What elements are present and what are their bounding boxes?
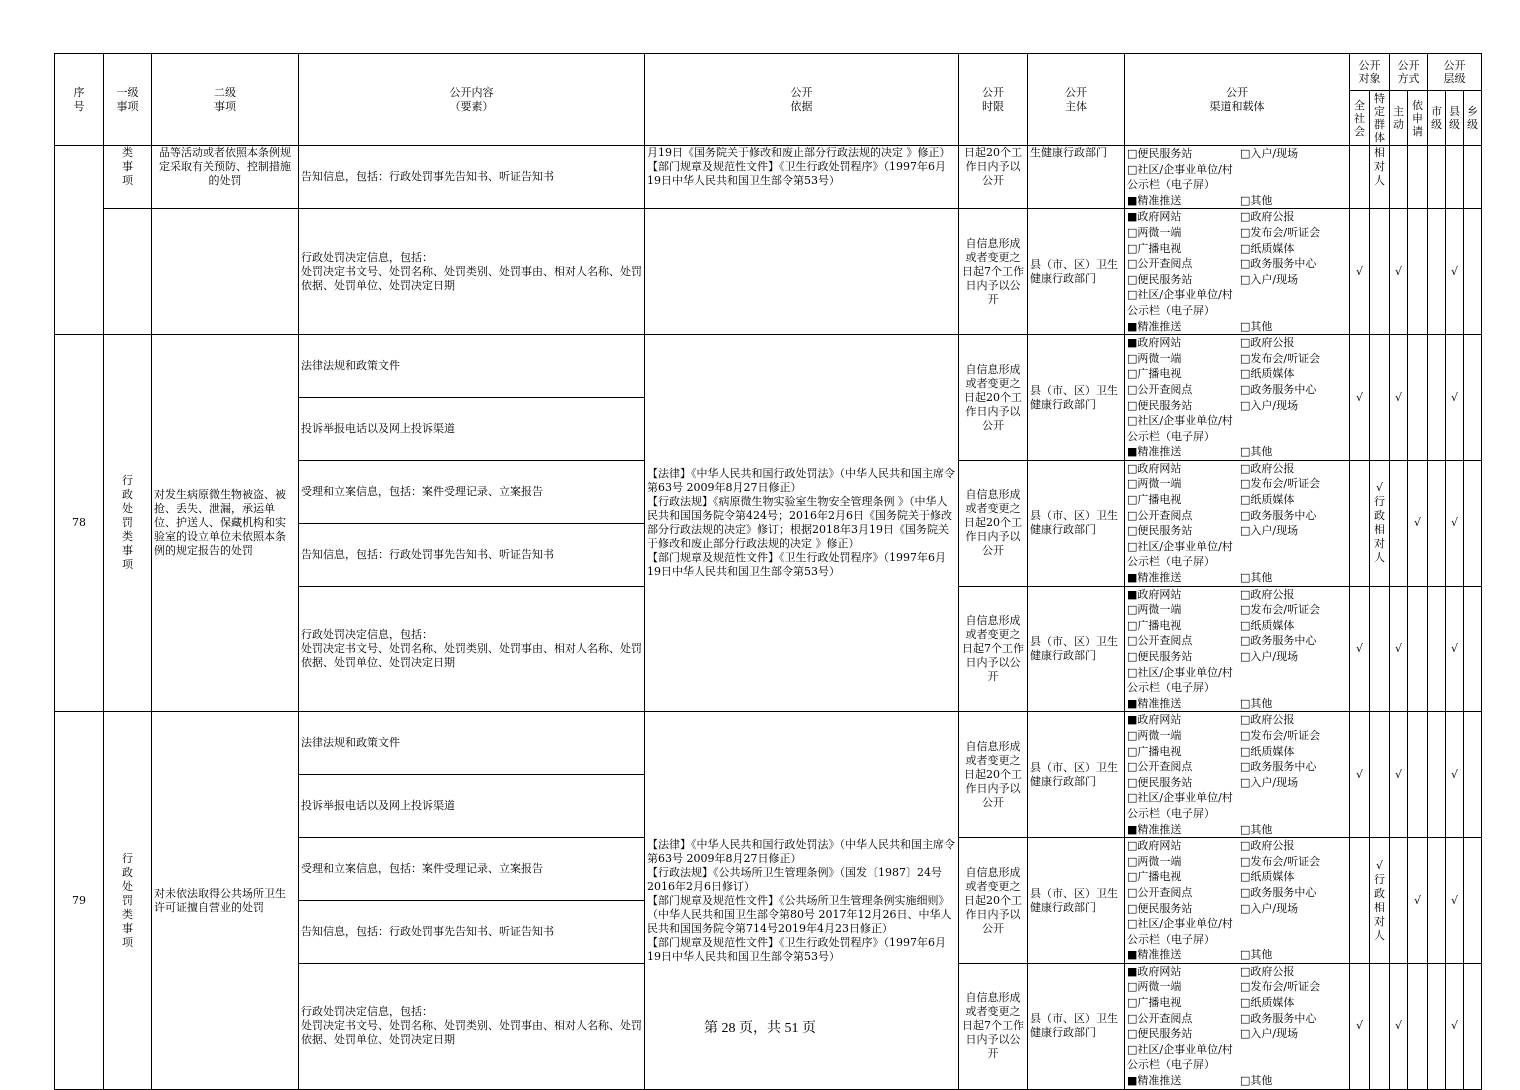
channel-line — [1127, 775, 1347, 791]
channel-option: □政府公报 — [1240, 713, 1295, 727]
channel-option: □入户/现场 — [1240, 901, 1299, 915]
cont-level2: 品等活动或者依照本条例规定采取有关预防、控制措施的处罚 — [152, 146, 299, 209]
channel-option: □政府网站 — [1127, 839, 1182, 853]
check-empty — [1464, 209, 1482, 335]
channel-line — [1127, 854, 1347, 870]
channel-option: □其他 — [1240, 1074, 1273, 1088]
time-limit-cell: 自信息形成或者变更之日起7个工作日内予以公开 — [959, 586, 1028, 712]
check-empty — [1428, 460, 1446, 586]
check-mark: √ — [1390, 209, 1408, 335]
content-item: 投诉举报电话以及网上投诉渠道 — [299, 775, 645, 838]
row-level1: 行 政 处 罚 类 事 项 — [104, 335, 152, 712]
header-object-specific: 特 定 群 体 — [1370, 91, 1390, 146]
header-time-limit: 公开 时限 — [959, 54, 1028, 146]
time-limit-cell: 自信息形成或者变更之日起7个工作日内予以公开 — [959, 963, 1028, 1089]
row-level2: 对未依法取得公共场所卫生许可证擅自营业的处罚 — [152, 712, 299, 1089]
channel-line — [1127, 476, 1347, 492]
channel-option: □社区/企事业单位/村公示栏（电子屏） — [1127, 288, 1233, 317]
channel-option: □公开查阅点 — [1127, 885, 1193, 899]
channel-option: □政府网站 — [1127, 461, 1182, 475]
subject-cell: 县（市、区）卫生健康行政部门 — [1028, 209, 1125, 335]
channel-line — [1127, 822, 1347, 838]
channel-line — [1127, 1042, 1347, 1073]
header-level1: 一级 事项 — [104, 54, 152, 146]
check-empty — [1390, 460, 1408, 586]
channel-option: □入户/现场 — [1240, 398, 1299, 412]
channel-line — [1127, 728, 1347, 744]
channel-option: ■精准推送 — [1127, 571, 1182, 585]
channel-line — [1127, 570, 1347, 586]
time-limit-cell: 自信息形成或者变更之日起20个工作日内予以公开 — [959, 838, 1028, 964]
cont-level1-blank — [104, 209, 152, 335]
channel-option: ■政府网站 — [1127, 587, 1182, 601]
header-content: 公开内容 （要素） — [299, 54, 645, 146]
check-empty — [1464, 838, 1482, 964]
channel-option: □其他 — [1240, 445, 1273, 459]
check-empty — [1370, 335, 1390, 461]
channel-line — [1127, 351, 1347, 367]
check-empty — [1428, 838, 1446, 964]
channel-option: □便民服务站 — [1127, 901, 1193, 915]
channel-option: □政务服务中心 — [1240, 885, 1317, 899]
channel-option: □广播电视 — [1127, 241, 1182, 255]
disclosure-table — [54, 53, 1482, 1090]
channel-option: □纸质媒体 — [1240, 996, 1295, 1010]
channel-option: □社区/企事业单位/村公示栏（电子屏） — [1127, 539, 1233, 569]
check-mark: √ — [1408, 838, 1428, 964]
check-mark: √ — [1390, 586, 1408, 712]
channel-option: □政府公报 — [1240, 964, 1295, 978]
check-empty — [1428, 335, 1446, 461]
channel-option: □便民服务站 — [1127, 775, 1193, 789]
check-mark: √ — [1390, 963, 1408, 1089]
channel-line — [1127, 602, 1347, 618]
content-item: 投诉举报电话以及网上投诉渠道 — [299, 398, 645, 461]
channels-cell — [1125, 460, 1350, 586]
check-empty — [1370, 712, 1390, 838]
check-mark: √ — [1390, 335, 1408, 461]
channel-option: □公开查阅点 — [1127, 634, 1193, 648]
subject-cell: 县（市、区）卫生健康行政部门 — [1028, 460, 1125, 586]
subject-cell: 县（市、区）卫生健康行政部门 — [1028, 838, 1125, 964]
channel-option: □政务服务中心 — [1240, 382, 1317, 396]
check-mark: √ — [1408, 460, 1428, 586]
check-empty — [1390, 838, 1408, 964]
check-mark: √ — [1446, 460, 1464, 586]
channel-line — [1127, 790, 1347, 821]
channel-option: ■精准推送 — [1127, 193, 1182, 207]
channel-line — [1127, 241, 1347, 257]
channel-option: □公开查阅点 — [1127, 760, 1193, 774]
header-channels: 公开 渠道和载体 — [1125, 54, 1350, 146]
content-item: 受理和立案信息，包括：案件受理记录、立案报告 — [299, 460, 645, 523]
channel-line — [1127, 413, 1347, 444]
channel-option: □便民服务站 — [1127, 398, 1193, 412]
channel-option: □入户/现场 — [1240, 524, 1299, 538]
channel-option: □发布会/听证会 — [1240, 477, 1321, 491]
channel-line — [1127, 162, 1347, 193]
check-empty — [1350, 460, 1370, 586]
header-level-town: 乡 级 — [1464, 91, 1482, 146]
channel-option: □社区/企事业单位/村公示栏（电子屏） — [1127, 162, 1233, 192]
check-mark: √ — [1350, 209, 1370, 335]
channels-cell — [1125, 335, 1350, 461]
page-footer: 第 28 页，共 51 页 — [704, 1021, 816, 1036]
channel-line — [1127, 696, 1347, 712]
time-limit-cell: 自信息形成或者变更之日起20个工作日内予以公开 — [959, 712, 1028, 838]
header-method: 公开 方式 — [1390, 54, 1428, 91]
channel-option: □便民服务站 — [1127, 1027, 1193, 1041]
channel-option: □政府公报 — [1240, 210, 1295, 224]
channel-option: □纸质媒体 — [1240, 367, 1295, 381]
channel-option: □便民服务站 — [1127, 147, 1193, 160]
check-empty — [1408, 586, 1428, 712]
content-item: 告知信息，包括：行政处罚事先告知书、听证告知书 — [299, 146, 645, 209]
content-item: 受理和立案信息，包括：案件受理记录、立案报告 — [299, 838, 645, 901]
channel-option: □广播电视 — [1127, 618, 1182, 632]
channel-option: □政务服务中心 — [1240, 760, 1317, 774]
check-empty — [1350, 146, 1370, 209]
channel-option: □公开查阅点 — [1127, 508, 1193, 522]
channel-option: ■政府网站 — [1127, 210, 1182, 224]
channel-option: □纸质媒体 — [1240, 744, 1295, 758]
channel-line — [1127, 1073, 1347, 1089]
check-mark: √ — [1446, 838, 1464, 964]
header-subject: 公开 主体 — [1028, 54, 1125, 146]
channel-option: ■精准推送 — [1127, 1074, 1182, 1088]
channel-option: □广播电视 — [1127, 744, 1182, 758]
channel-option: □便民服务站 — [1127, 272, 1193, 286]
subject-cell: 县（市、区）卫生健康行政部门 — [1028, 335, 1125, 461]
channel-line — [1127, 539, 1347, 570]
time-limit-cell: 自信息形成或者变更之日起20个工作日内予以公开 — [959, 460, 1028, 586]
check-mark: √ — [1350, 712, 1370, 838]
content-item: 行政处罚决定信息，包括： 处罚决定书文号、处罚名称、处罚类别、处罚事由、相对人名称、处罚依据、处罚单位、处罚决定日期 — [299, 209, 645, 335]
channel-line — [1127, 885, 1347, 901]
channel-option: □两微一端 — [1127, 728, 1182, 742]
check-empty — [1408, 335, 1428, 461]
content-item: 告知信息，包括：行政处罚事先告知书、听证告知书 — [299, 523, 645, 586]
channel-line — [1127, 618, 1347, 634]
channel-option: □两微一端 — [1127, 603, 1182, 617]
check-empty — [1408, 146, 1428, 209]
channel-option: □广播电视 — [1127, 870, 1182, 884]
basis-cell: 月19日《国务院关于修改和废止部分行政法规的决定 》修正） 【部门规章及规范性文件】《卫生行政处罚程序》（1997年6月19日中华人民共和国卫生部令第53号） — [645, 146, 959, 209]
channel-line — [1127, 869, 1347, 885]
channel-line — [1127, 523, 1347, 539]
channel-option: □其他 — [1240, 822, 1273, 836]
channel-option: □其他 — [1240, 319, 1273, 333]
content-item: 告知信息，包括：行政处罚事先告知书、听证告知书 — [299, 901, 645, 964]
channel-option: □便民服务站 — [1127, 524, 1193, 538]
channel-option: □两微一端 — [1127, 854, 1182, 868]
channel-option: □公开查阅点 — [1127, 1011, 1193, 1025]
subject-cell: 县（市、区）卫生健康行政部门 — [1028, 712, 1125, 838]
channel-option: □政务服务中心 — [1240, 634, 1317, 648]
channel-option: □便民服务站 — [1127, 650, 1193, 663]
channel-line — [1127, 492, 1347, 508]
channel-line — [1127, 287, 1347, 318]
channel-line — [1127, 901, 1347, 917]
channel-option: ■精准推送 — [1127, 696, 1182, 710]
specific-group-cell: √ 行 政 相 对 人 — [1370, 460, 1390, 586]
channel-option: □两微一端 — [1127, 351, 1182, 365]
check-empty — [1428, 146, 1446, 209]
check-empty — [1464, 335, 1482, 461]
channel-option: □发布会/听证会 — [1240, 728, 1321, 742]
header-level-county: 县 级 — [1446, 91, 1464, 146]
channel-line — [1127, 712, 1347, 728]
channel-line — [1127, 256, 1347, 272]
channel-line — [1127, 461, 1347, 477]
channel-line — [1127, 382, 1347, 398]
row-level2: 对发生病原微生物被盗、被抢、丢失、泄漏，承运单位、护送人、保藏机构和实验室的设立单位未依照本条例的规定报告的处罚 — [152, 335, 299, 712]
channels-cell — [1125, 586, 1350, 712]
basis-cell: 【法律】《中华人民共和国行政处罚法》（中华人民共和国主席令第63号 2009年8月27日修正） 【行政法规】《病原微生物实验室生物安全管理条例 》（中华人民共和国国务院令第424号；2016年2月6日《国务院关于修改部分行政法规的决定》修订；根据2018年3月19日《国务院关于修改和废止部分行政法规的决定 》修正） 【部门规章及规范性文件】《卫生行政处罚程序》（1997年6月19日中华人民共和国卫生部令第53号） — [645, 335, 959, 712]
check-empty — [1370, 586, 1390, 712]
content-item: 法律法规和政策文件 — [299, 712, 645, 775]
channel-option: □社区/企事业单位/村公示栏（电子屏） — [1127, 414, 1233, 443]
channel-option: □两微一端 — [1127, 225, 1182, 239]
check-empty — [1350, 838, 1370, 964]
channel-line — [1127, 649, 1347, 665]
check-mark: √ — [1446, 209, 1464, 335]
channel-line — [1127, 225, 1347, 241]
channel-option: ■精准推送 — [1127, 445, 1182, 459]
check-empty — [1428, 712, 1446, 838]
channel-option: □其他 — [1240, 696, 1273, 710]
check-mark: √ — [1446, 712, 1464, 838]
channel-option: □其他 — [1240, 948, 1273, 962]
channel-line — [1127, 587, 1347, 603]
channel-option: □纸质媒体 — [1240, 241, 1295, 255]
channel-option: □社区/企事业单位/村公示栏（电子屏） — [1127, 1042, 1233, 1072]
subject-cell: 县（市、区）卫生健康行政部门 — [1028, 963, 1125, 1089]
channel-option: □其他 — [1240, 571, 1273, 585]
row-seq: 79 — [55, 712, 104, 1089]
header-object-all: 全 社 会 — [1350, 91, 1370, 146]
channel-option: □广播电视 — [1127, 367, 1182, 381]
check-empty — [1408, 712, 1428, 838]
cont-level2-blank — [152, 209, 299, 335]
time-limit-cell: 日起20个工作日内予以公开 — [959, 146, 1028, 209]
channels-cell — [1125, 712, 1350, 838]
channel-option: □入户/现场 — [1240, 650, 1299, 663]
header-seq: 序 号 — [55, 54, 104, 146]
channel-option: □政府公报 — [1240, 839, 1295, 853]
content-item: 行政处罚决定信息，包括： 处罚决定书文号、处罚名称、处罚类别、处罚事由、相对人名称、处罚依据、处罚单位、处罚决定日期 — [299, 586, 645, 712]
channel-option: ■政府网站 — [1127, 336, 1182, 350]
channel-line — [1127, 508, 1347, 524]
channel-option: □政府公报 — [1240, 587, 1295, 601]
channels-cell — [1125, 146, 1350, 209]
specific-group-cell: 相 对 人 — [1370, 146, 1390, 209]
channel-option: □广播电视 — [1127, 493, 1182, 507]
time-limit-cell: 自信息形成或者变更之日起7个工作日内予以公开 — [959, 209, 1028, 335]
channel-line — [1127, 193, 1347, 209]
channel-option: □广播电视 — [1127, 996, 1182, 1010]
check-empty — [1464, 460, 1482, 586]
channel-option: ■精准推送 — [1127, 319, 1182, 333]
channel-option: □公开查阅点 — [1127, 257, 1193, 271]
channel-option: □政府公报 — [1240, 461, 1295, 475]
channel-option: ■政府网站 — [1127, 713, 1182, 727]
channel-line — [1127, 964, 1347, 980]
channel-option: □发布会/听证会 — [1240, 980, 1321, 994]
check-mark: √ — [1350, 586, 1370, 712]
channel-line — [1127, 366, 1347, 382]
check-empty — [1464, 586, 1482, 712]
check-empty — [1428, 586, 1446, 712]
channel-line — [1127, 633, 1347, 649]
check-empty — [1464, 712, 1482, 838]
check-empty — [1428, 209, 1446, 335]
check-mark: √ — [1350, 335, 1370, 461]
channels-cell — [1125, 838, 1350, 964]
channel-option: □入户/现场 — [1240, 272, 1299, 286]
channel-option: □政务服务中心 — [1240, 257, 1317, 271]
channel-option: □入户/现场 — [1240, 147, 1299, 160]
channel-option: □公开查阅点 — [1127, 382, 1193, 396]
content-item: 法律法规和政策文件 — [299, 335, 645, 398]
channel-line — [1127, 916, 1347, 947]
subject-cell: 县（市、区）卫生健康行政部门 — [1028, 586, 1125, 712]
channel-option: □社区/企事业单位/村公示栏（电子屏） — [1127, 917, 1233, 946]
channel-option: □其他 — [1240, 193, 1273, 207]
row-seq: 78 — [55, 335, 104, 712]
row-level1: 行 政 处 罚 类 事 项 — [104, 712, 152, 1089]
channel-option: □入户/现场 — [1240, 1027, 1299, 1041]
channel-line — [1127, 665, 1347, 696]
cont-level1: 类 事 项 — [104, 146, 152, 209]
channel-option: □两微一端 — [1127, 980, 1182, 994]
channel-line — [1127, 759, 1347, 775]
channel-option: □入户/现场 — [1240, 775, 1299, 789]
time-limit-cell: 自信息形成或者变更之日起20个工作日内予以公开 — [959, 335, 1028, 461]
channel-line — [1127, 272, 1347, 288]
check-empty — [1408, 209, 1428, 335]
header-basis: 公开 依据 — [645, 54, 959, 146]
check-empty — [1464, 146, 1482, 209]
channel-option: ■政府网站 — [1127, 964, 1182, 978]
check-mark: √ — [1390, 712, 1408, 838]
channel-line — [1127, 744, 1347, 760]
check-empty — [1446, 146, 1464, 209]
content-item: 行政处罚决定信息，包括： 处罚决定书文号、处罚名称、处罚类别、处罚事由、相对人名称、处罚依据、处罚单位、处罚决定日期 — [299, 963, 645, 1089]
channel-line — [1127, 979, 1347, 995]
channel-option: ■精准推送 — [1127, 822, 1182, 836]
channel-line — [1127, 146, 1347, 162]
check-mark: √ — [1446, 963, 1464, 1089]
channel-line — [1127, 947, 1347, 963]
header-level: 公开 层级 — [1428, 54, 1482, 91]
channel-option: ■精准推送 — [1127, 948, 1182, 962]
header-method-active: 主 动 — [1390, 91, 1408, 146]
channel-line — [1127, 209, 1347, 225]
check-mark: √ — [1350, 963, 1370, 1089]
header-method-apply: 依 申 请 — [1408, 91, 1428, 146]
channel-option: □两微一端 — [1127, 477, 1182, 491]
channel-option: □发布会/听证会 — [1240, 225, 1321, 239]
check-mark: √ — [1446, 335, 1464, 461]
channel-line — [1127, 444, 1347, 460]
header-level2: 二级 事项 — [152, 54, 299, 146]
channel-option: □纸质媒体 — [1240, 870, 1295, 884]
channel-option: □发布会/听证会 — [1240, 603, 1321, 617]
check-empty — [1390, 146, 1408, 209]
check-empty — [1370, 209, 1390, 335]
channel-option: □纸质媒体 — [1240, 493, 1295, 507]
check-mark: √ — [1446, 586, 1464, 712]
channel-option: □社区/企事业单位/村公示栏（电子屏） — [1127, 665, 1233, 695]
specific-group-cell: √ 行 政 相 对 人 — [1370, 838, 1390, 964]
channel-option: □纸质媒体 — [1240, 618, 1295, 632]
channel-option: □发布会/听证会 — [1240, 854, 1321, 868]
header-level-city: 市 级 — [1428, 91, 1446, 146]
channel-line — [1127, 335, 1347, 351]
channels-cell — [1125, 209, 1350, 335]
cont-seq — [55, 146, 104, 335]
header-object: 公开 对象 — [1350, 54, 1390, 91]
channel-option: □社区/企事业单位/村公示栏（电子屏） — [1127, 791, 1233, 820]
channel-line — [1127, 319, 1347, 335]
channel-option: □政务服务中心 — [1240, 1011, 1317, 1025]
basis-blank — [645, 209, 959, 335]
channel-option: □政务服务中心 — [1240, 508, 1317, 522]
subject-cell: 生健康行政部门 — [1028, 146, 1125, 209]
channel-line — [1127, 995, 1347, 1011]
channel-option: □发布会/听证会 — [1240, 351, 1321, 365]
channel-line — [1127, 838, 1347, 854]
basis-cell: 【法律】《中华人民共和国行政处罚法》（中华人民共和国主席令第63号 2009年8月27日修正） 【行政法规】《公共场所卫生管理条例》（国发〔1987〕24号 2016年2月6日修订） 【部门规章及规范性文件】《公共场所卫生管理条例实施细则》（中华人民共和国卫生部令第80号 2017年12月26日、中华人民共和国国务院令第714号2019年4月23日修正） 【部门规章及规范性文件】《卫生行政处罚程序》（1997年6月19日中华人民共和国卫生部令第53号） — [645, 712, 959, 1089]
channel-option: □政府公报 — [1240, 336, 1295, 350]
channel-line — [1127, 398, 1347, 414]
